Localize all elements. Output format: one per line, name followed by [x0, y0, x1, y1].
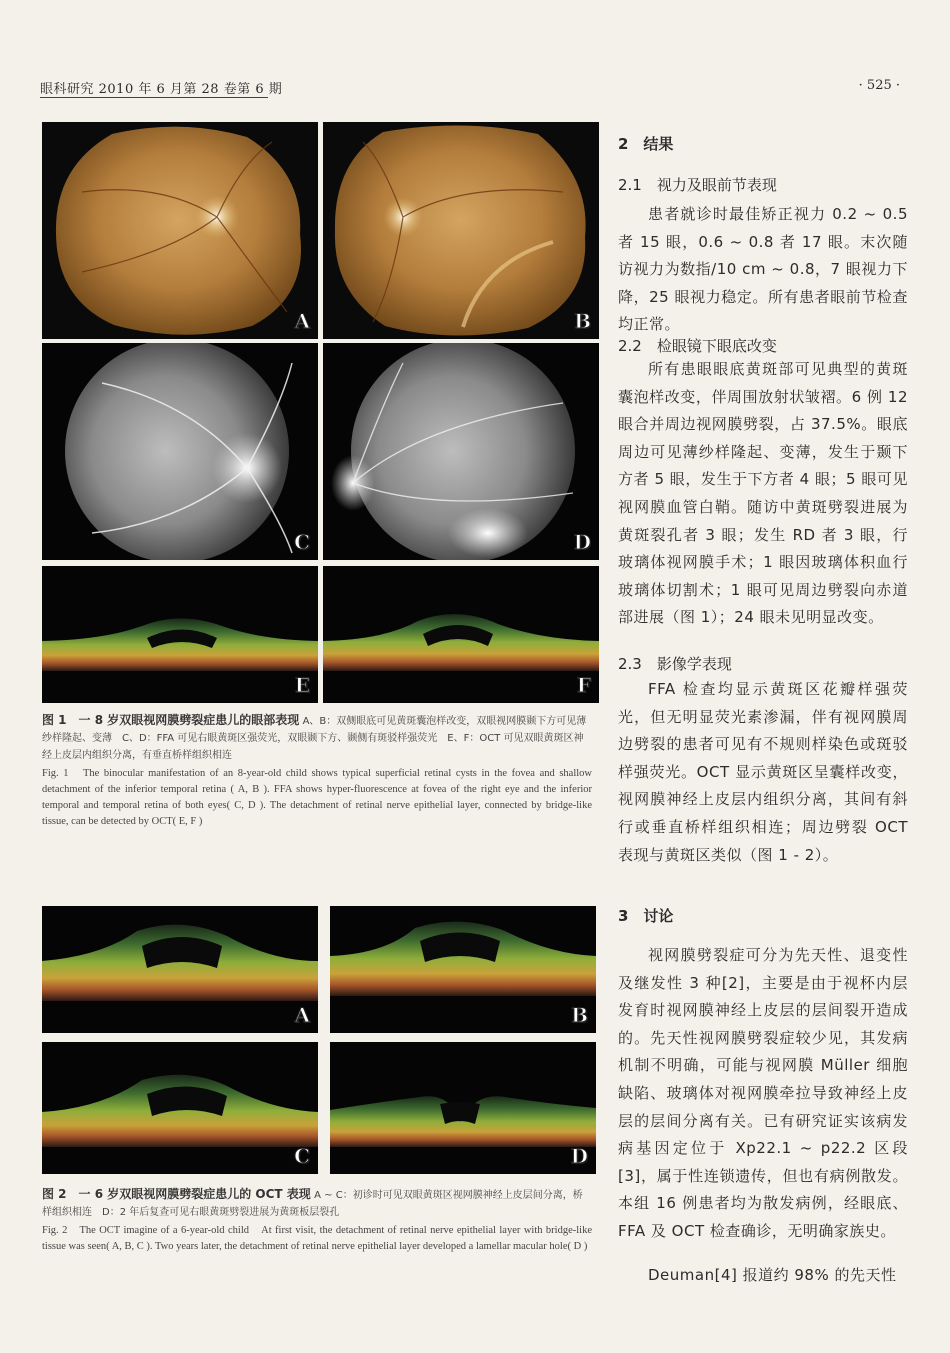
fig1-panel-a [42, 122, 318, 339]
figure1-desc-cn: A、B：双侧眼底可见黄斑囊泡样改变，双眼视网膜颞下方可见薄纱样隆起、变薄 C、D：FFA 可见右眼黄斑区强荧光，双眼颞下方、颞侧有斑驳样强荧光 E、F：OCT 可见双眼黄斑区神经上皮层内组织分离，有垂直桥样组织相连 [42, 716, 587, 761]
journal-info: 眼科研究 2010 年 6 月第 28 卷第 6 期 [40, 82, 283, 97]
fig1-panel-d [323, 343, 599, 560]
ffa-image-c [42, 343, 318, 560]
fundus-photo-b [323, 122, 599, 339]
section-2-3-body: FFA 检查均显示黄斑区花瓣样强荧光，但无明显荧光素渗漏，伴有视网膜周边劈裂的患者可见有不规则样染色或斑驳样强荧光。OCT 显示黄斑区呈囊样改变，视网膜神经上皮层内组织分离，其间有斜行或垂直桥样组织相连；周边劈裂 OCT 表现与黄斑区类似（图 1 - 2）。 [618, 680, 908, 864]
figure2-desc-cn: A ~ C：初诊时可见双眼黄斑区视网膜神经上皮层间分离，桥样组织相连 D：2 年后复查可见右眼黄斑劈裂进展为黄斑板层裂孔 [42, 1190, 583, 1218]
figure2-caption [42, 1186, 592, 1255]
section-2-2-title: 2.2 检眼镜下眼底改变 [618, 337, 777, 355]
fig2-label-d: D [570, 1144, 588, 1168]
ffa-image-d [323, 343, 599, 560]
oct-scan-2c [42, 1042, 318, 1174]
fig2-label-c: C [294, 1144, 310, 1168]
fig2-panel-a [42, 906, 318, 1033]
oct-scan-2d [330, 1042, 596, 1174]
oct-scan-2b [330, 906, 596, 1033]
fig2-label-a: A [294, 1003, 310, 1027]
running-header [40, 78, 910, 100]
section-3-body: 视网膜劈裂症可分为先天性、退变性及继发性 3 种[2]，主要是由于视杯内层发育时视网膜神经上皮层的层间裂开造成的。先天性视网膜劈裂症较少见，其发病机制不明确，可能与视网膜 Müller 细胞缺陷、玻璃体对视网膜牵拉导致神经上皮层的层间分离有关。已有研究证实该病发病基因定位于 Xp22.1 ~ p22.2 区段[3]，属于性连锁遗传，但也有病例散发。本组 16 例患者均为散发病例，经眼底、FFA 及 OCT 检查确诊，无明确家族史。 [618, 946, 908, 1240]
oct-scan-e [42, 566, 318, 703]
section-3-title: 3 讨论 [618, 907, 674, 925]
page-number: · 525 · [858, 78, 900, 93]
fig1-panel-e [42, 566, 318, 703]
fig1-panel-f [323, 566, 599, 703]
section-2-title: 2 结果 [618, 135, 674, 153]
figure1-caption-cn [42, 712, 592, 764]
figure2-caption-cn [42, 1186, 592, 1221]
fig2-panel-b [330, 906, 596, 1033]
section-2-2-body: 所有患眼眼底黄斑部可见典型的黄斑囊泡样改变，伴周围放射状皱褶。6 例 12 眼合并周边视网膜劈裂，占 37.5%。眼底周边可见薄纱样隆起、变薄，发生于颞下方者 5 眼，发生于下方者 4 眼；5 眼可见视网膜血管白鞘。随访中黄斑劈裂进展为黄斑裂孔者 3 眼；发生 RD 者 3 眼，行玻璃体视网膜手术；1 眼因玻璃体积血行玻璃体切割术；1 眼可见周边劈裂向赤道部进展（图 1）；24 眼未见明显改变。 [618, 360, 908, 627]
fundus-photo-a [42, 122, 318, 339]
fig1-panel-b [323, 122, 599, 339]
figure2-desc-en: Fig. 2 The OCT imagine of a 6-year-old child At first visit, the detachment of retinal nerve epithelial layer with bridge-like tissue was seen( A, B, C ). Two years later, the detachment of retinal nerve epithelial layer developed a lamellar macular hole( D ) [42, 1225, 592, 1252]
section-2-1-body: 患者就诊时最佳矫正视力 0.2 ~ 0.5 者 15 眼，0.6 ~ 0.8 者 17 眼。末次随访视力为数指/10 cm ~ 0.8，7 眼视力下降，25 眼视力稳定。所有患者眼前节检查均正常。 [618, 205, 908, 334]
panel-label-b: B [574, 309, 591, 333]
fig2-panel-c [42, 1042, 318, 1174]
fig2-label-b: B [571, 1003, 588, 1027]
figure1-title: 图 1 一 8 岁双眼视网膜劈裂症患儿的眼部表现 [42, 713, 300, 727]
panel-label-e: E [294, 673, 310, 697]
oct-scan-2a [42, 906, 318, 1033]
figure1-desc-en: Fig. 1 The binocular manifestation of an 8-year-old child shows typical superficial retinal cysts in the fovea and shallow detachment of the inferior temporal retina ( A, B ). FFA shows hyper-fluorescence at fovea of the right eye and the inferior temporal and temporal retina of both eyes( C, D ). The detachment of retinal nerve epithelial layer, connected by bridge-like tissue, can be detected by OCT( E, F ) [42, 768, 592, 827]
section-3-body-continued: Deuman[4] 报道约 98% 的先天性 [648, 1266, 897, 1284]
panel-label-a: A [294, 309, 310, 333]
oct-scan-f [323, 566, 599, 703]
figure1-caption [42, 712, 592, 830]
section-2-1-title: 2.1 视力及眼前节表现 [618, 176, 777, 194]
fig1-panel-c [42, 343, 318, 560]
panel-label-c: C [294, 530, 310, 554]
panel-label-d: D [573, 530, 591, 554]
panel-label-f: F [576, 673, 591, 697]
header-rule [40, 97, 268, 98]
section-2-3-title: 2.3 影像学表现 [618, 655, 732, 673]
figure2-title: 图 2 一 6 岁双眼视网膜劈裂症患儿的 OCT 表现 [42, 1187, 311, 1201]
fig2-panel-d [330, 1042, 596, 1174]
